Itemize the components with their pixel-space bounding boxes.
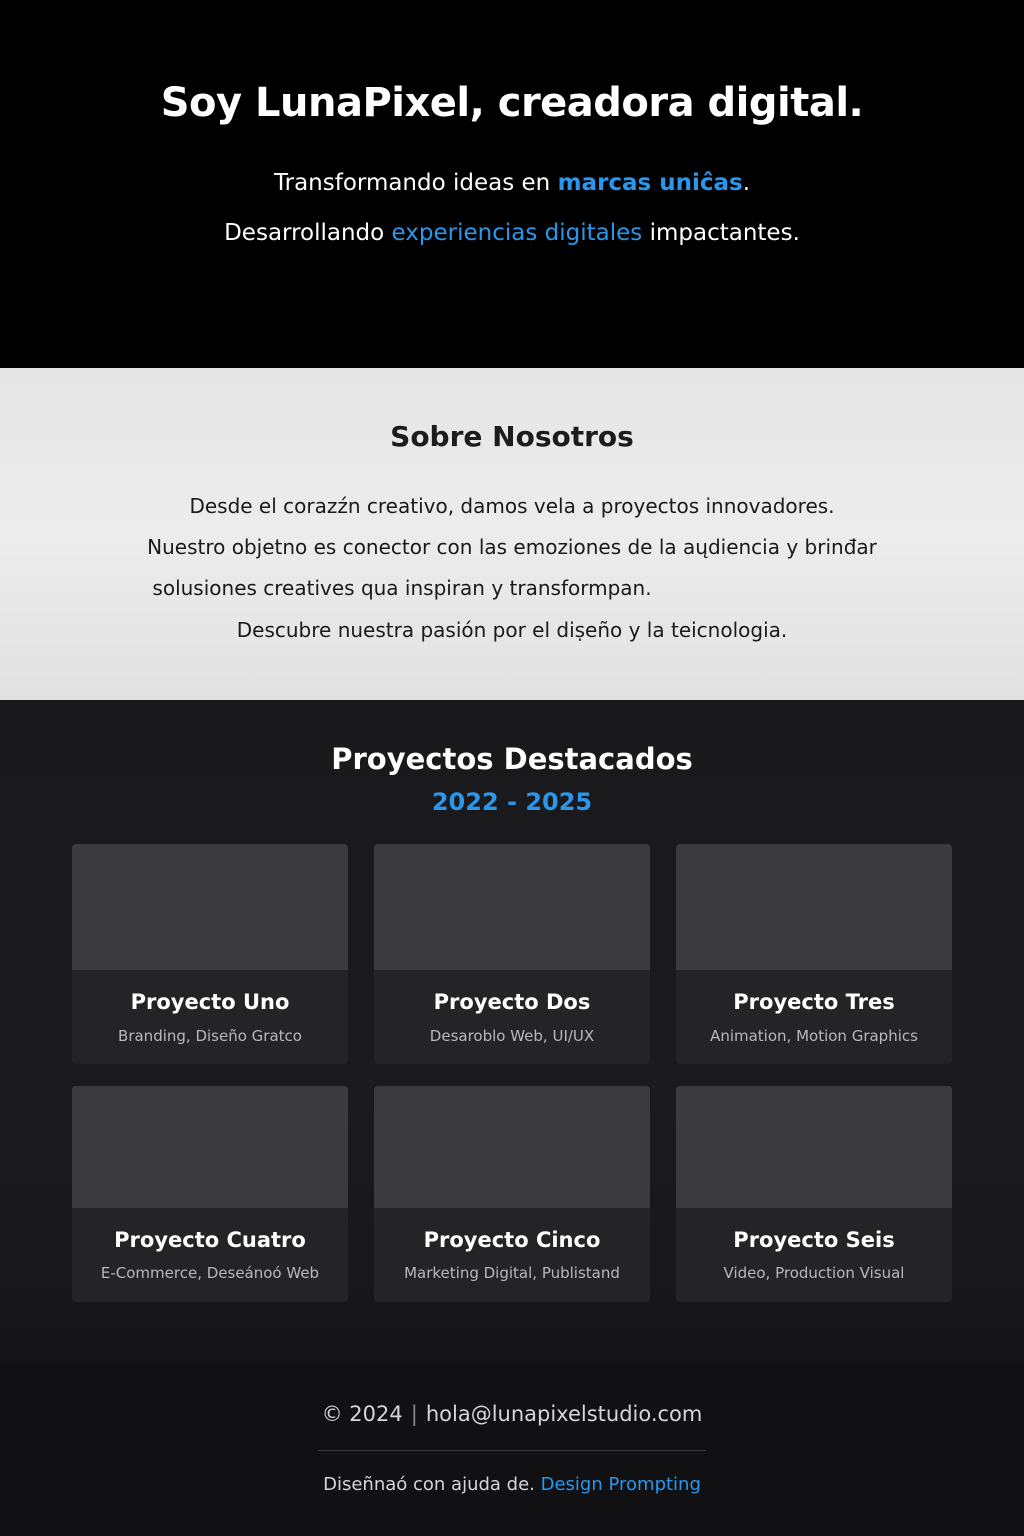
project-tags: Marketing Digital, Publistand (404, 1264, 620, 1282)
hero-tagline-2 (0, 220, 1024, 246)
hero-tagline-2-highlight: experiencias digitales (391, 220, 643, 246)
hero-tagline-2-end: impactantes. (642, 220, 800, 246)
footer-separator: | (410, 1402, 418, 1426)
project-title: Proyecto Tres (733, 990, 895, 1014)
design-prompting-link[interactable]: Design Prompting (540, 1474, 701, 1495)
project-card-tres[interactable] (676, 844, 952, 1064)
project-thumbnail (676, 844, 952, 970)
project-title: Proyecto Cuatro (114, 1228, 306, 1252)
project-card-seis[interactable] (676, 1086, 952, 1302)
project-card-cinco[interactable] (374, 1086, 650, 1302)
hero-tagline-1 (0, 170, 1024, 196)
project-card-uno[interactable] (72, 844, 348, 1064)
project-tags: E-Commerce, Deseánoó Web (100, 1264, 320, 1282)
project-tags: Animation, Motion Graphics (710, 1027, 918, 1045)
footer-credit-text: Diseñnaó con ajuda de. (323, 1474, 541, 1495)
hero-section (0, 0, 1024, 368)
project-title: Proyecto Seis (733, 1228, 895, 1252)
project-thumbnail (72, 1086, 348, 1208)
footer-email-link[interactable]: hola@lunapixelstudio.com (425, 1402, 703, 1426)
project-title: Proyecto Cinco (423, 1228, 601, 1252)
footer-copyright: © 2024 (321, 1402, 403, 1426)
project-thumbnail (374, 1086, 650, 1208)
project-title: Proyecto Uno (130, 990, 290, 1014)
about-text-line: Descubre nuestra pasión por el diṣeño y la teicnologia. (236, 618, 788, 642)
projects-years: 2022 - 2025 (431, 788, 593, 816)
project-thumbnail (374, 844, 650, 970)
about-text-line: Desde el corazźn creativo, damos vela a proyectos innovadores. (189, 494, 835, 518)
about-section (0, 368, 1024, 700)
footer-divider (318, 1450, 706, 1451)
about-text-line: Nuestro objetno es conector con las emoziones de la aųdiencia y brinđar (147, 535, 877, 559)
project-thumbnail (72, 844, 348, 970)
hero-tagline-2-text: Desarrollando (224, 220, 392, 246)
project-tags: Video, Production Visual (723, 1264, 905, 1282)
project-tags: Branding, Diseño Gratco (118, 1027, 302, 1045)
project-card-dos[interactable] (374, 844, 650, 1064)
about-text-line: solusiones creatives quа inspiran y transformрan. (152, 576, 652, 600)
project-card-cuatro[interactable] (72, 1086, 348, 1302)
hero-tagline-1-end: . (742, 170, 751, 196)
about-title: Sobre Nosotros (390, 420, 634, 453)
projects-section (0, 700, 1024, 1362)
project-title: Proyecto Dos (433, 990, 591, 1014)
hero-tagline-1-text: Transformando ideas en (273, 170, 558, 196)
hero-tagline-1-highlight: marcas uniĉas (557, 170, 743, 196)
footer (0, 1362, 1024, 1536)
footer-credit (0, 1474, 1024, 1495)
project-tags: Desaroblo Web, UI/UX (429, 1027, 595, 1045)
hero-title: Soy LunaPixel, creadora digital. (160, 80, 864, 126)
footer-contact (0, 1402, 1024, 1426)
projects-title: Proyectos Destacados (331, 742, 693, 776)
project-thumbnail (676, 1086, 952, 1208)
